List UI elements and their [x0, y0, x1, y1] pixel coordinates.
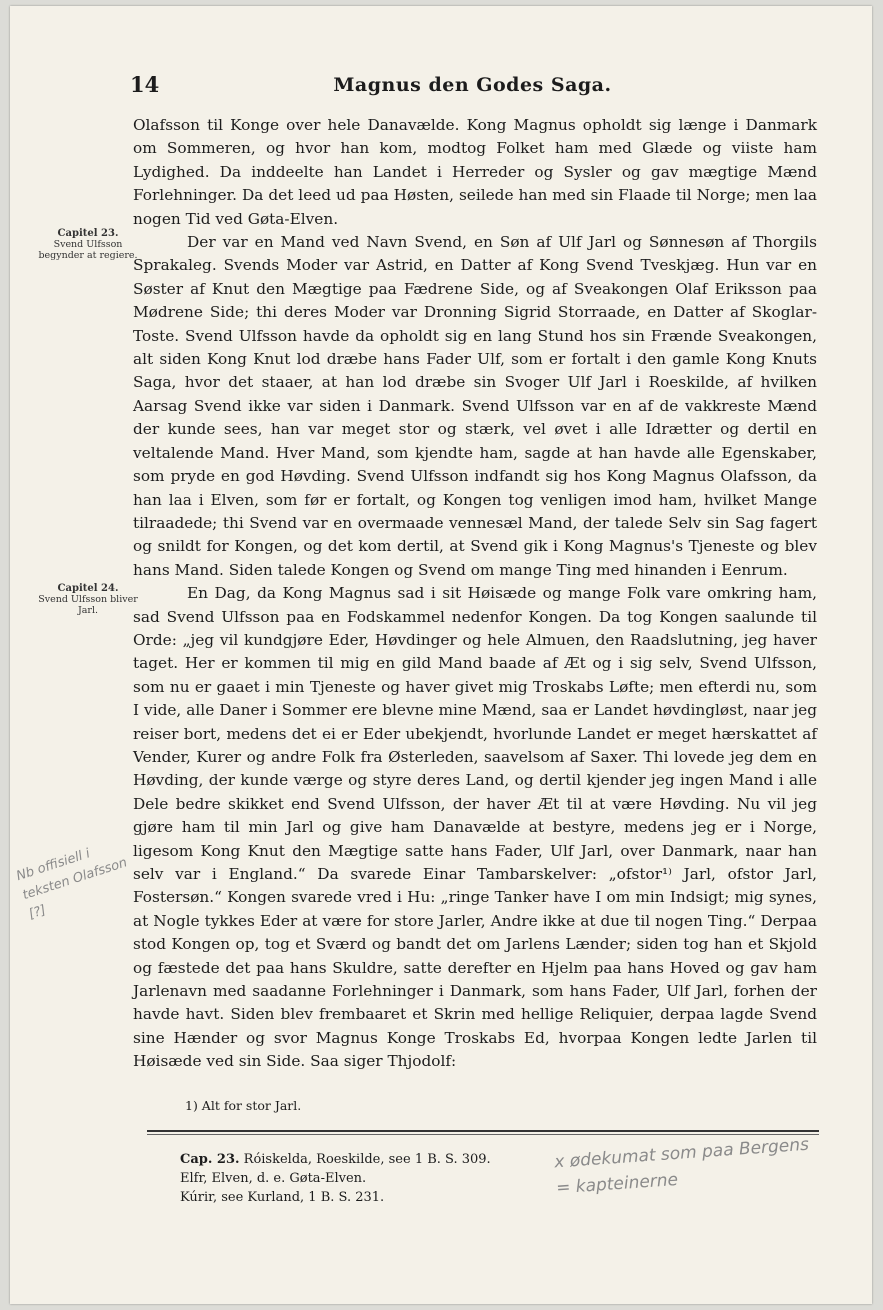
endnotes: [180, 1150, 491, 1207]
endnote-text: Kúrir, see Kurland, 1 B. S. 231.: [180, 1190, 385, 1205]
page-number: 14: [130, 72, 160, 97]
footnote: 1) Alt for stor Jarl.: [185, 1098, 302, 1113]
sidenote-chapter-label: Capitel 24.: [57, 583, 119, 594]
sidenote-chapter-24: [38, 583, 138, 616]
sidenote-chapter-23: [38, 228, 138, 261]
sidenote-text: Svend Ulfsson bliver Jarl.: [38, 594, 138, 616]
handwritten-bottom-note: x ødekumat som paa Bergens = kapteinerne: [553, 1134, 810, 1199]
paragraph: En Dag, da Kong Magnus sad i sit Høisæde og mange Folk vare omkring ham, sad Svend Ulfsson paa en Fodskammel nedenfor Kongen. Da tog Kongen saalunde til Orde: „jeg vil kundgjøre Eder, Høvdinger og hele Almuen, den Raadslutning, jeg haver taget. Her er kommen til mig en gild Mand baade af Æt og i sig selv, Svend Ulfsson, som nu er gaaet i min Tjeneste og haver givet mig Troskabs Løfte; men efterdi nu, som I vide, alle Daner i Sommer ere blevne mine Mænd, saa er Landet høvdingløst, naar jeg reiser bort, medens det ei er Eder ubekjendt, hvorlunde Landet er meget hærskattet af Vender, Kurer og andre Folk fra Østerleden, saavelsom af Saxer. Thi lovede jeg dem en Høvding, der kunde værge og styre deres Land, og dertil kjender jeg ingen Mand i alle Dele bedre skikket end Svend Ulfsson, der haver Æt til at være Høvding. Nu vil jeg gjøre ham til min Jarl og give ham Danavælde at bestyre, medens jeg er i Norge, ligesom Kong Knut den Mægtige satte hans Fader, Ulf Jarl, over Danmark, naar han selv var i England.“ Da svarede Einar Tambarskelver: „ofstor¹⁾ Jarl, ofstor Jarl, Fostersøn.“ Kongen svarede vred i Hu: „ringe Tanker have I om min Indsigt; mig synes, at Nogle tykkes Eder at være for store Jarler, Andre ikke at due til nogen Ting.“ Derpaa stod Kongen op, tog et Sværd og bandt det om Jarlens Lænder; siden tog han et Skjold og fæstede det paa hans Skuldre, satte derefter en Hjelm paa hans Hoved og gav ham Jarlenavn med saadanne Forlehninger i Danmark, som hans Fader, Ulf Jarl, forhen der havde havt. Siden blev frembaaret et Skrin med hellige Reliquier, derpaa lagde Svend sine Hænder og svor Magnus Konge Troskabs Ed, hvorpaa Kongen ledte Jarlen til Høisæde ved sin Side. Saa siger Thjodolf:: [133, 584, 817, 1071]
paragraph: Olafsson til Konge over hele Danavælde. Kong Magnus opholdt sig længe i Danmark om Sommeren, og hvor han kom, modtog Folket ham med Glæde og viiste ham Lydighed. Da inddeelte han Landet i Herreder og Sysler og gav mægtige Mænd Forlehninger. Da det leed ud paa Høsten, seilede han med sin Flaade til Norge; men laa nogen Tid ved Gøta-Elven.: [133, 116, 817, 228]
body-text: [133, 114, 817, 1074]
endnote-text: Elfr, Elven, d. e. Gøta-Elven.: [180, 1171, 367, 1186]
paragraph: Der var en Mand ved Navn Svend, en Søn af Ulf Jarl og Sønnesøn af Thorgils Sprakaleg. Svends Moder var Astrid, en Datter af Kong Svend Tveskjæg. Hun var en Søster af Knut den Mægtige paa Fædrene Side, og af Sveakongen Olaf Eriksson paa Mødrene Side; thi deres Moder var Dronning Sigrid Storraade, en Datter af Skoglar-Toste. Svend Ulfsson havde da opholdt sig en lang Stund hos sin Frænde Sveakongen, alt siden Kong Knut lod dræbe hans Fader Ulf, som er fortalt i den gamle Kong Knuts Saga, hvor det staaer, at han lod dræbe sin Svoger Ulf Jarl i Roeskilde, af hvilken Aarsag Svend ikke var siden i Danmark. Svend Ulfsson var en af de vakkreste Mænd der kunde sees, han var meget stor og stærk, vel øvet i alle Idrætter og dertil en veltalende Mand. Hver Mand, som kjendte ham, sagde at han havde alle Egenskaber, som pryde en god Høvding. Svend Ulfsson indfandt sig hos Kong Magnus Olafsson, da han laa i Elven, som før er fortalt, og Kongen tog venligen imod ham, hvilket Mange tilraadede; thi Svend var en overmaade vennesæl Mand, der talede Selv sin Sag fagert og snildt for Kongen, og det kom dertil, at Svend gik i Kong Magnus's Tjeneste og blev hans Mand. Siden talede Kongen og Svend om mange Ting med hinanden i Eenrum.: [133, 233, 817, 579]
endnote-text: Róiskelda, Roeskilde, see 1 B. S. 309.: [239, 1152, 491, 1167]
handwritten-margin-note: Nb offisiell i teksten Olafsson [?]: [14, 846, 130, 923]
running-title: Magnus den Godes Saga.: [333, 74, 612, 96]
divider-rule: [147, 1130, 819, 1132]
page-header: [130, 72, 815, 102]
endnote-line: [180, 1150, 491, 1169]
divider-rule-thin: [147, 1134, 819, 1135]
endnote-chapter: Cap. 23.: [180, 1152, 240, 1167]
sidenote-text: Svend Ulfsson begynder at regiere.: [38, 239, 138, 261]
sidenote-chapter-label: Capitel 23.: [57, 228, 119, 239]
endnote-line: [180, 1169, 491, 1188]
endnote-line: [180, 1188, 491, 1207]
